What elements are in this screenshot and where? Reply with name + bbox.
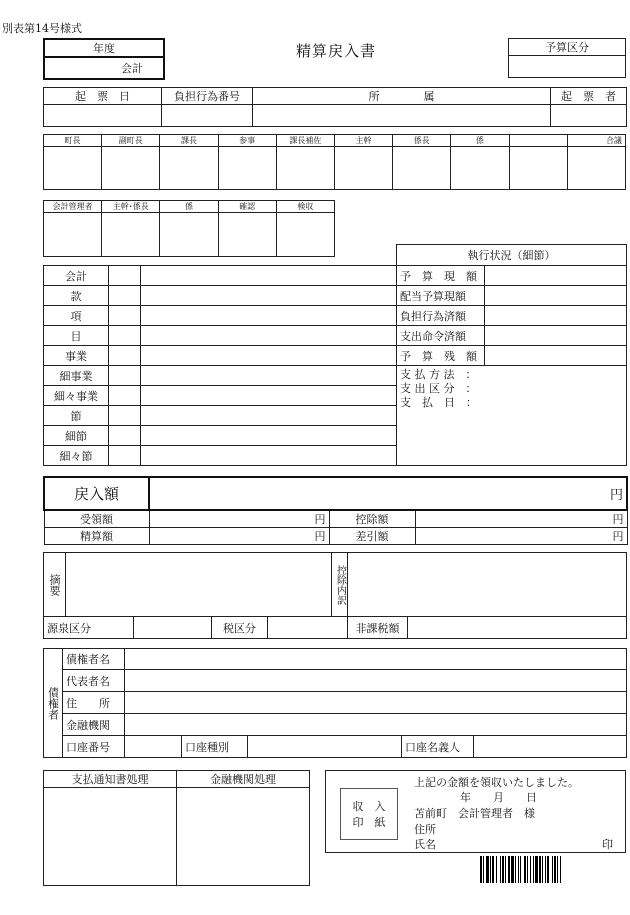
budget-name[interactable] — [141, 346, 397, 366]
zei-label: 税区分 — [212, 617, 268, 639]
kojo-amount[interactable] — [415, 510, 627, 528]
approval-label: 副町長 — [102, 135, 160, 147]
exec-row-label: 支出命令済額 — [397, 326, 485, 346]
budget-item-label: 事業 — [44, 346, 109, 366]
exec-row-value[interactable] — [485, 266, 627, 286]
approval-label: 課長補佐 — [276, 135, 334, 147]
revenue-stamp-text: 収 入 — [352, 800, 386, 813]
creditor-name-field[interactable] — [125, 649, 627, 670]
budget-name[interactable] — [141, 286, 397, 306]
acct-no-label: 口座番号 — [63, 736, 125, 758]
yen-unit: 円 — [314, 513, 326, 526]
yen-unit: 円 — [612, 530, 624, 543]
stamp-cell[interactable] — [451, 147, 509, 190]
budget-item-label: 目 — [44, 326, 109, 346]
payment-date-label: 支 払 日 ： — [400, 396, 477, 409]
approval-label: 係 — [451, 135, 509, 147]
payment-method-label: 支 払 方 法 ： — [400, 368, 477, 381]
seisan-label: 精算額 — [44, 528, 149, 545]
budget-code[interactable] — [109, 366, 141, 386]
modoshi-amount[interactable] — [149, 477, 627, 510]
kihosha-label: 起 票 者 — [551, 88, 627, 105]
creditor-table — [43, 648, 627, 758]
kojo-label: 控除額 — [329, 510, 415, 528]
hika-label: 非課税額 — [348, 617, 408, 639]
creditor-bank-label: 金融機関 — [63, 714, 125, 736]
kojo-naiyaku-field[interactable] — [348, 553, 627, 617]
juryo-label: 受領額 — [44, 510, 149, 528]
notice-process-field[interactable] — [44, 788, 177, 886]
exec-row-label: 予 算 残 額 — [397, 346, 485, 366]
revenue-stamp-box — [340, 788, 398, 840]
nendo-label: 年度 — [44, 39, 164, 57]
notice-process-label: 支払通知書処理 — [44, 771, 177, 788]
modoshi-label: 戻入額 — [44, 477, 149, 510]
exec-row-value[interactable] — [485, 286, 627, 306]
approval-label: 参事 — [218, 135, 276, 147]
exec-row-label: 配当予算現額 — [397, 286, 485, 306]
approval-label: 係長 — [393, 135, 451, 147]
stamp-cell[interactable] — [509, 147, 567, 190]
budget-item-label: 細々節 — [44, 446, 109, 466]
tekiyo-label-cell — [44, 553, 66, 617]
page-title: 精算戻入書 — [296, 42, 377, 60]
stamp-cell[interactable] — [334, 147, 392, 190]
seisan-amount[interactable] — [149, 528, 329, 545]
exec-row-label: 負担行為済額 — [397, 306, 485, 326]
yen-unit: 円 — [314, 530, 326, 543]
amounts-table — [43, 476, 628, 545]
tekiyo-field[interactable] — [66, 553, 332, 617]
bank-process-field[interactable] — [177, 788, 310, 886]
approval-label: 合議 — [567, 135, 625, 147]
stamp-cell[interactable] — [44, 147, 102, 190]
receipt-address-label: 住所 — [414, 823, 436, 836]
stamp-cell[interactable] — [102, 213, 160, 257]
budget-code[interactable] — [109, 346, 141, 366]
stamp-cell[interactable] — [567, 147, 625, 190]
approval-label: 会計管理者 — [44, 201, 102, 213]
approval-label — [509, 135, 567, 147]
approval-label: 課長 — [160, 135, 218, 147]
exec-row-label: 予 算 現 額 — [397, 266, 485, 286]
receipt-text: 上記の金額を領収いたしました。 — [414, 776, 579, 789]
budget-name[interactable] — [141, 446, 397, 466]
approval-stamps-2 — [43, 200, 335, 257]
budget-name[interactable] — [141, 326, 397, 346]
budget-name[interactable] — [141, 386, 397, 406]
approval-label: 係 — [160, 201, 218, 213]
budget-item-label: 細事業 — [44, 366, 109, 386]
stamp-cell[interactable] — [218, 213, 276, 257]
processing-table — [43, 770, 310, 886]
gensen-label: 源泉区分 — [44, 617, 134, 639]
tekiyo-label: 摘要 — [48, 573, 61, 596]
stamp-cell[interactable] — [160, 213, 218, 257]
stamp-cell[interactable] — [102, 147, 160, 190]
fiscal-year-box — [43, 38, 165, 80]
budget-code[interactable] — [109, 446, 141, 466]
budget-category-box — [508, 38, 626, 78]
budget-code[interactable] — [109, 266, 141, 286]
stamp-cell[interactable] — [393, 147, 451, 190]
receipt-addressee: 苫前町 会計管理者 様 — [414, 807, 535, 820]
zei-field[interactable] — [268, 617, 348, 639]
approval-label: 検収 — [276, 201, 334, 213]
stamp-cell[interactable] — [276, 147, 334, 190]
juryo-amount[interactable] — [149, 510, 329, 528]
creditor-addr-label: 住 所 — [63, 692, 125, 714]
budget-name[interactable] — [141, 266, 397, 286]
receipt-name-label: 氏名 — [414, 838, 436, 851]
receipt-date: 年 月 日 — [460, 791, 537, 804]
budget-code[interactable] — [109, 326, 141, 346]
budget-code[interactable] — [109, 286, 141, 306]
budget-name[interactable] — [141, 426, 397, 446]
sashihiki-amount[interactable] — [415, 528, 627, 545]
budget-items-table — [43, 265, 397, 466]
revenue-stamp-text: 印 紙 — [352, 816, 386, 829]
barcode-icon — [480, 856, 620, 883]
budget-code[interactable] — [109, 406, 141, 426]
payment-category-label: 支 出 区 分 ： — [400, 382, 477, 395]
gensen-field[interactable] — [134, 617, 212, 639]
receipt-box — [325, 770, 626, 853]
acct-holder-field[interactable] — [474, 736, 627, 758]
budget-item-label: 会計 — [44, 266, 109, 286]
exec-row-value[interactable] — [485, 306, 627, 326]
sashihiki-label: 差引額 — [329, 528, 415, 545]
budget-item-label: 細節 — [44, 426, 109, 446]
budget-item-label: 款 — [44, 286, 109, 306]
approval-label: 主幹･係長 — [102, 201, 160, 213]
kiho-bi-field[interactable] — [44, 105, 162, 127]
approval-stamps-1 — [43, 134, 626, 190]
kaikei-label: 会計 — [44, 57, 164, 79]
exec-title: 執行状況（細節） — [397, 245, 627, 266]
budget-name[interactable] — [141, 366, 397, 386]
futan-bango-field[interactable] — [162, 105, 253, 127]
creditor-rep-field[interactable] — [125, 670, 627, 692]
kojo-naiyaku-label-cell — [332, 553, 348, 617]
stamp-cell[interactable] — [44, 213, 102, 257]
kojo-naiyaku-label: 控除内訳 — [334, 564, 346, 605]
acct-no-field[interactable] — [125, 736, 182, 758]
exec-row-value[interactable] — [485, 326, 627, 346]
budget-name[interactable] — [141, 406, 397, 426]
budget-code[interactable] — [109, 306, 141, 326]
acct-type-label: 口座種別 — [182, 736, 248, 758]
stamp-cell[interactable] — [276, 213, 334, 257]
header-info-table — [43, 87, 627, 127]
creditor-addr-field[interactable] — [125, 692, 627, 714]
creditor-rep-label: 代表者名 — [63, 670, 125, 692]
yosan-kubun-field[interactable] — [509, 56, 626, 78]
budget-item-label: 節 — [44, 406, 109, 426]
exec-row-value[interactable] — [485, 346, 627, 366]
creditor-bank-field[interactable] — [125, 714, 627, 736]
shozoku-field[interactable] — [253, 105, 551, 127]
stamp-cell[interactable] — [160, 147, 218, 190]
yen-unit: 円 — [612, 513, 624, 526]
approval-label: 主幹 — [334, 135, 392, 147]
creditor-label-cell — [44, 649, 63, 758]
stamp-cell[interactable] — [218, 147, 276, 190]
creditor-name-label: 債権者名 — [63, 649, 125, 670]
budget-code[interactable] — [109, 386, 141, 406]
yosan-kubun-label: 予算区分 — [509, 39, 626, 56]
budget-name[interactable] — [141, 306, 397, 326]
budget-item-label: 項 — [44, 306, 109, 326]
approval-label: 町長 — [44, 135, 102, 147]
budget-code[interactable] — [109, 426, 141, 446]
bank-process-label: 金融機関処理 — [177, 771, 310, 788]
yen-unit: 円 — [610, 488, 624, 503]
acct-type-field[interactable] — [248, 736, 402, 758]
form-number: 別表第14号様式 — [2, 22, 82, 35]
creditor-label: 債権者 — [46, 686, 60, 720]
kihosha-field[interactable] — [551, 105, 627, 127]
payment-info-cell — [397, 366, 627, 466]
seal-mark: 印 — [602, 838, 613, 851]
budget-item-label: 細々事業 — [44, 386, 109, 406]
kiho-bi-label: 起 票 日 — [44, 88, 162, 105]
shozoku-label: 所 属 — [253, 88, 551, 105]
acct-holder-label: 口座名義人 — [402, 736, 474, 758]
execution-status-table — [396, 244, 627, 466]
approval-label: 確認 — [218, 201, 276, 213]
futan-bango-label: 負担行為番号 — [162, 88, 253, 105]
tekiyo-table — [43, 552, 627, 639]
hika-field[interactable] — [408, 617, 627, 639]
